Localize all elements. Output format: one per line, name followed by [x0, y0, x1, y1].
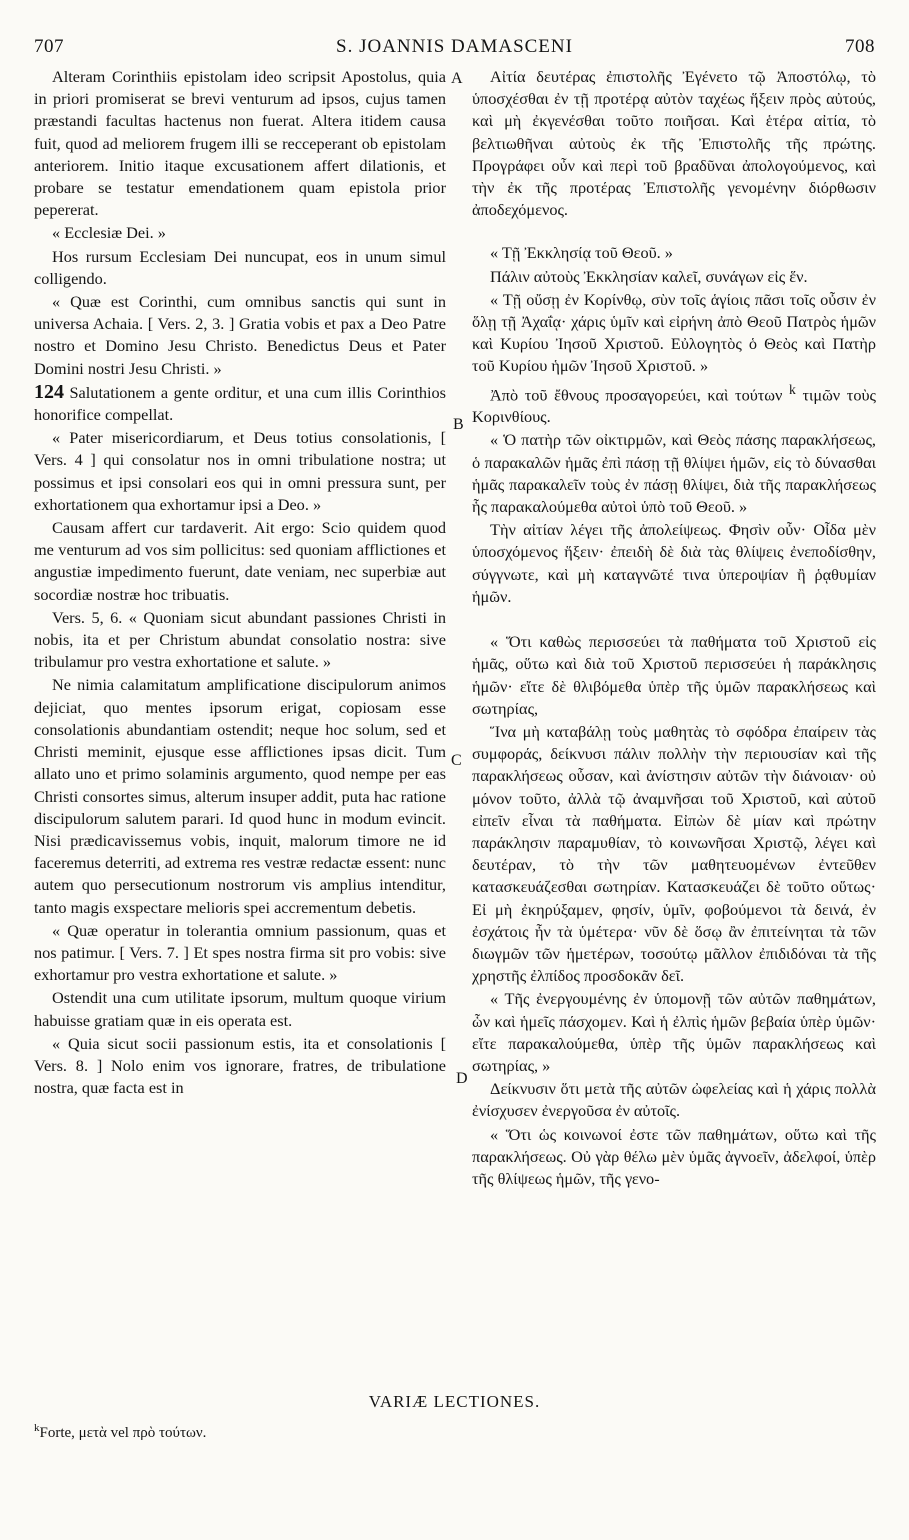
greek-paragraph: « Ὅτι ὡς κοινωνοί ἐστε τῶν παθημάτων, οὕτω καὶ τῆς παρακλήσεως. Οὐ γὰρ θέλω μὲν ὑμᾶς ἀγνοεῖν, ἀδελφοί, ὑπὲρ τῆς θλίψεως ἡμῶν, τῆς γενο-	[472, 1124, 876, 1188]
margin-letter-c: C	[451, 752, 462, 769]
greek-paragraph: Δείκνυσιν ὅτι μετὰ τῆς αὐτῶν ὠφελείας καὶ ἡ χάρις πολλὰ ἐνίσχυσεν ἐνεργοῦσα ἐν αὐτοῖς.	[472, 1079, 876, 1121]
greek-paragraph-text: Ἀπὸ τοῦ ἔθνους προσαγορεύει, καὶ τούτων	[490, 385, 783, 405]
latin-paragraph-text: Salutationem a gente orditur, et una cum illis Corinthios honorifice compellat.	[34, 382, 446, 425]
margin-letter-a: A	[451, 70, 463, 87]
column-number: 124	[34, 380, 64, 403]
greek-paragraph: « Ὁ πατὴρ τῶν οἰκτιρμῶν, καὶ Θεὸς πάσης παρακλήσεως, ὁ παρακαλῶν ἡμᾶς ἐπὶ πάσῃ τῇ θλίψει ἡμῶν, εἰς τὸ δύνασθαι ἡμᾶς παρακαλεῖν τοὺς ἐν πάσῃ θλίψει, διὰ τῆς παρακλήσεως ἧς παρακαλούμεθα αὐτοὶ ὑπὸ τοῦ Θεοῦ. »	[472, 430, 876, 517]
margin-letter-d: D	[456, 1070, 468, 1087]
variae-lectiones-title: VARIÆ LECTIONES.	[368, 1392, 541, 1411]
latin-paragraph: Alteram Corinthiis epistolam ideo scripsit Apostolus, quia in priori promiserat se brevi venturum ad ipsos, cujus tamen præstandi facultas hactenus non fuerat. Altera itidem causa fuit, quod ad meliorem frugem illi se recceperant ob epistolam anteriorem. Initio itaque excusationem affert dilationis, et probare se testatur emendationem quam epistola prior pepererat.	[34, 67, 446, 220]
running-title: S. JOANNIS DAMASCENI	[336, 36, 573, 57]
latin-paragraph: « Quæ operatur in tolerantia omnium passionum, quas et nos patimur. [ Vers. 7. ] Et spes nostra firma sit pro vobis: sive exhortamur pro vestra exhortatione et salute. »	[34, 920, 446, 985]
margin-letter-b: B	[453, 416, 464, 433]
variae-lectiones-note	[34, 1422, 206, 1442]
footnote-marker: k	[34, 1422, 40, 1434]
greek-paragraph: « Τῇ οὔσῃ ἐν Κορίνθῳ, σὺν τοῖς ἁγίοις πᾶσι τοῖς οὖσιν ἐν ὅλῃ τῇ Ἀχαΐᾳ· χάρις ὑμῖν καὶ εἰρήνη ἀπὸ Θεοῦ Πατρὸς ἡμῶν καὶ Κυρίου Ἰησοῦ Χριστοῦ. Εὐλογητὸς ὁ Θεὸς καὶ Πατὴρ τοῦ Κυρίου ἡμῶν Ἰησοῦ Χριστοῦ. »	[472, 289, 876, 376]
latin-paragraph: Causam affert cur tardaverit. Ait ergo: Scio quidem quod me venturum ad vos sim pollicitus: sed quoniam afflictiones et angustiæ impedimento fuerunt, date veniam, nec superbiæ aut socordiæ nostræ hoc tribuatis.	[34, 518, 446, 604]
latin-column	[34, 66, 446, 1100]
latin-paragraph: « Quæ est Corinthi, cum omnibus sanctis qui sunt in universa Achaia. [ Vers. 2, 3. ] Gratia vobis et pax a Deo Patre nostro et Domino Jesu Christo. Benedictus Deus et Pater Domini nostri Jesu Christi. »	[34, 292, 446, 378]
latin-paragraph: « Ecclesiæ Dei. »	[52, 223, 166, 243]
latin-paragraph: Ne nimia calamitatum amplificatione discipulorum animos dejiciat, quo mentes ipsorum erigat, copiosam esse consolationis abundantiam ostendit; neque hoc solum, sed et Christi meminit, ejusque esse afflictiones ipsas dicit. Tum allato uno et primo solaminis argumento, quod nempe per eas Christi consortes simus, alterum insuper addit, puta hac ratione discipulorum salutem parari. Id quod hunc in modum evincit. Nisi prædicavissemus vobis, inquit, malorum timore ne id faceremus deterriti, ad extrema res vestræ redactæ essent: nunc autem quo persecutionum nostrorum vis amplius intenditur, tanto magis exspectare melioris spei accrementum debetis.	[34, 675, 446, 917]
latin-paragraph: Ostendit una cum utilitate ipsorum, multum quoque virium habuisse gratiam quæ in eis operata est.	[34, 988, 446, 1030]
greek-paragraph: « Τῆς ἐνεργουμένης ἐν ὑπομονῇ τῶν αὐτῶν παθημάτων, ὧν καὶ ἡμεῖς πάσχομεν. Καὶ ἡ ἐλπὶς ἡμῶν βεβαία ὑπὲρ ὑμῶν· εἴτε παρακαλούμεθα, ὑπὲρ τῆς ὑμῶν παρακλήσεως καὶ σωτηρίας, »	[472, 989, 876, 1075]
latin-paragraph	[34, 381, 446, 426]
page-number-left: 707	[34, 36, 64, 57]
latin-paragraph: Hos rursum Ecclesiam Dei nuncupat, eos in unum simul colligendo.	[34, 246, 446, 288]
greek-paragraph: « Ὅτι καθὼς περισσεύει τὰ παθήματα τοῦ Χριστοῦ εἰς ἡμᾶς, οὕτω καὶ διὰ τοῦ Χριστοῦ περισσεύει ἡ παράκλησις ἡμῶν· εἴτε δὲ θλιβόμεθα ὑπὲρ τῆς ὑμῶν παρακλήσεως καὶ σωτηρίας,	[472, 632, 876, 718]
greek-paragraph: Πάλιν αὐτοὺς Ἐκκλησίαν καλεῖ, συνάγων εἰς ἕν.	[490, 266, 808, 286]
greek-paragraph: Τὴν αἰτίαν λέγει τῆς ἀπολείψεως. Φησὶν οὖν· Οἶδα μὲν ὑποσχόμενος ἥξειν· ἐπειδὴ δὲ διὰ τὰς θλίψεις ἐνεποδίσθην, σύγγνωτε, καὶ μὴ καταγνῶτέ τινα ὑπεροψίαν ἢ ῥᾳθυμίαν ἡμῶν.	[472, 520, 876, 606]
page-number-right: 708	[845, 36, 875, 57]
latin-paragraph: « Pater misericordiarum, et Deus totius consolationis, [ Vers. 4 ] qui consolatur nos in omni tribulatione nostra; ut possimus et ipsi consolari eos qui in omni pressura sunt, per exhortationem qua exhortamur ipsi a Deo. »	[34, 428, 446, 514]
variae-note-text: Forte, μετὰ vel πρὸ τούτων.	[39, 1425, 207, 1441]
greek-paragraph	[472, 379, 876, 429]
latin-paragraph: Vers. 5, 6. « Quoniam sicut abundant passiones Christi in nobis, ita et per Christum abundat consolatio nostra: sive tribulamur pro vestra exhortatione et salute. »	[34, 607, 446, 672]
greek-paragraph-tail: τιμῶν τοὺς Κορινθίους.	[472, 385, 876, 427]
greek-paragraph: Αἰτία δευτέρας ἐπιστολῆς Ἐγένετο τῷ Ἀποστόλῳ, τὸ ὑποσχέσθαι ἐν τῇ προτέρᾳ αὐτὸν ταχέως ἥξειν πρὸς αὐτούς, καὶ μὴ ἐκγενέσθαι τοῦτο ποιῆσαι. Καὶ ἑτέρα αἰτία, τὸ βελτιωθῆναι αὐτοὺς ἐκ τῆς Ἐπιστολῆς τῆς πρώτης. Προγράφει οὖν καὶ περὶ τοῦ βραδῦναι ἀπολογούμενος, καὶ τὴν ἐκ τῆς προτέρας Ἐπιστολῆς γενομένην διόρθωσιν ἀποδεχόμενος.	[472, 67, 876, 220]
latin-paragraph: « Quia sicut socii passionum estis, ita et consolationis [ Vers. 8. ] Nolo enim vos ignorare, fratres, de tribulatione nostra, quæ facta est in	[34, 1033, 446, 1098]
greek-paragraph: Ἵνα μὴ καταβάλῃ τοὺς μαθητὰς τὸ σφόδρα ἐπαίρειν τὰς συμφοράς, δείκνυσι πάλιν πολλὴν τὴν περιουσίαν καὶ τῆς παρακλήσεως οὖσαν, καὶ ἀνίστησιν αὐτῶν τὴν διάνοιαν· οὐ μόνον τοῦτο, ἀλλὰ τῷ ἀναμνῆσαι τοῦ Χριστοῦ, καὶ αὐτοῦ εἰπεῖν εἶναι τὰ παθήματα. Εἰπὼν δὲ μίαν καὶ πρώτην παράκλησιν παραμυθίαν, τὸ κοινωνῆσαι Χριστῷ, λέγει καὶ δευτέραν, τὸ τὴν τῶν μαθητευομένων ἐντεῦθεν κατασκευάζεσθαι σωτηρίαν. Κατασκευάζει δὲ τοῦτο οὕτως· Εἰ μὴ ἐκηρύξαμεν, φησίν, ὑμῖν, φοβούμενοι τὰ δεινά, ἐν ἐσχάτοις ἦν τὰ ὑμέτερα· νῦν δὲ ὅσῳ ἂν ἐπιτείνηται τὰ τῶν διωγμῶν τῶν ἡμετέρων, τοσούτῳ μᾶλλον ἐπιδιδόναι τὰ τῆς χρηστῆς ἐλπίδος προσδοκᾶν δεῖ.	[472, 721, 876, 986]
greek-column	[472, 66, 876, 1191]
greek-paragraph: « Τῇ Ἐκκλησίᾳ τοῦ Θεοῦ. »	[490, 243, 673, 263]
footnote-marker: k	[789, 381, 796, 397]
